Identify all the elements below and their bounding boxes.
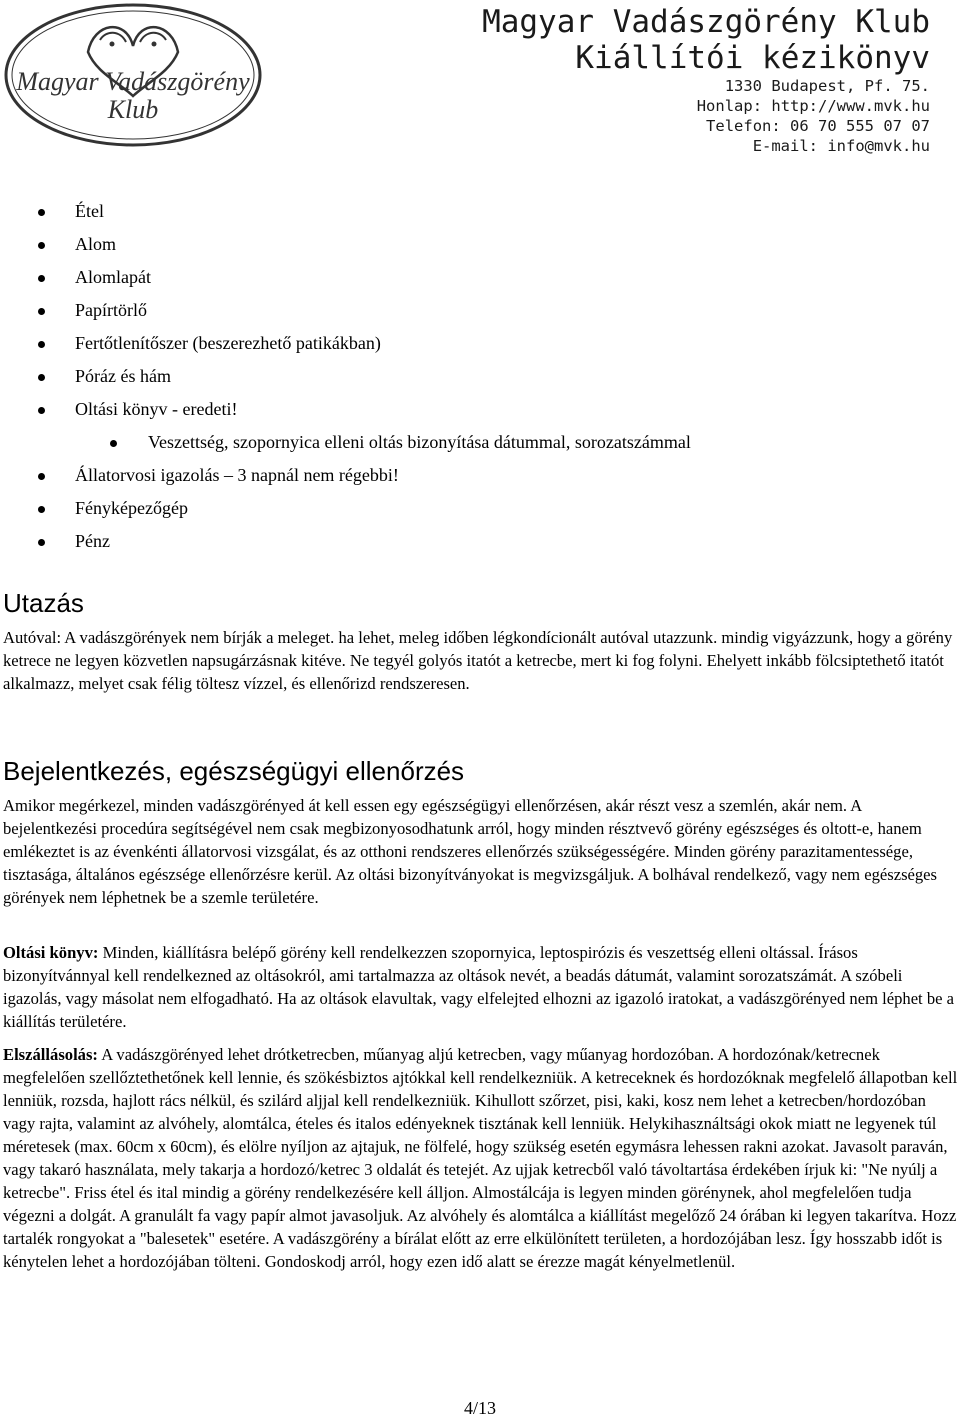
travel-paragraph: Autóval: A vadászgörények nem bírják a meleget. ha lehet, meleg időben légkondícionált autóval utazzunk. mindig vigyázzunk, hogy a görény ketrece ne legyen közvetlen napsugárzásnak kitéve. Ne tegyél golyós itatót a ketrecbe, mert ki fog folyni. Ehelyett inkább fölcsiptethető itatót alkalmazz, melyet csak félig töltesz vízzel, és ellenőrizd rendszeresen.	[3, 628, 953, 693]
bullet-icon	[38, 539, 45, 546]
bullet-icon	[38, 242, 45, 249]
bullet-icon	[38, 308, 45, 315]
logo-text-line-1: Magyar Vadászgörény	[16, 67, 250, 96]
club-logo	[2, 0, 264, 148]
vaccination-label: Oltási könyv:	[3, 943, 99, 962]
housing-paragraph	[3, 1043, 958, 1273]
bullet-icon	[38, 209, 45, 216]
bullet-icon	[38, 506, 45, 513]
list-item: Alom	[0, 228, 960, 261]
bullet-icon	[38, 341, 45, 348]
header-phone: Telefon: 06 70 555 07 07	[706, 117, 930, 135]
housing-text: A vadászgörényed lehet drótketrecben, műanyag aljú ketrecben, vagy műanyag hordozóban. A hordozónak/ketrecnek megfelelően szellőztethetőnek kell lennie, és szökésbiztos ajtókkal kell rendelkezniük. A ketreceknek és hordozóknak megfelelő állapotban kell lenniük, rozsda, hajlott rács nélkül, és szilárd aljjal kell rendelkezniük. Kihullott szőrzet, pisi, kaki, kosz nem lehet a ketrecben/hordozóban vagy rajta, valamint az alvóhely, alomtálca, ételes és italos edényeknek tisztának kell lenniük. Helykihasználtsági okok miatt ne legyenek túl méretesek (max. 60cm x 60cm), és elölre nyíljon az ajtajuk, ne fölfelé, hogy szükség esetén egymásra lehessen rakni azokat. Javasolt paraván, vagy takaró használata, mely takarja a hordozó/ketrec 3 oldalát és tetejét. Az ujjak ketrecből való távoltartása érdekében írjuk ki: "Ne nyúlj a ketrecbe". Friss étel és ital mindig a görény rendelkezésére kell álljon. Almostálcája is legyen minden görénynek, ahol megfelelően tudja végezni a dolgát. A granulált fa vagy papír almot javasoljuk. Az alvóhely és alomtálca a kiállítást megelőző 24 órában ki legyen takarítva. Hozz tartalék rongyokat a "balesetek" esetére. A vadászgörény a bírálat előtt az erre elkülönített területen, a hordozójában lesz. Így hosszabb időt is kénytelen lehet a hordozójában tölteni. Gondoskodj arról, hogy ezen idő alatt se érezze magát kényelmetlenül.	[3, 1045, 958, 1271]
bullet-icon	[38, 374, 45, 381]
vaccination-paragraph	[3, 941, 958, 1033]
list-item-nested: Veszettség, szopornyica elleni oltás bizonyítása dátummal, sorozatszámmal	[0, 426, 960, 459]
housing-label: Elszállásolás:	[3, 1045, 98, 1064]
list-item: Pénz	[0, 525, 960, 558]
bullet-icon	[110, 440, 117, 447]
club-logo-image	[2, 0, 264, 148]
checkin-intro-paragraph: Amikor megérkezel, minden vadászgörényed át kell essen egy egészségügyi ellenőrzésen, akár részt vesz a szemlén, akár nem. A bejelentkezési procedúra segítségével nem csak megbizonyosodhatunk arról, hogy minden résztvevő görény egészséges és oltott-e, hanem emlékeztet is az évenkénti állatorvosi vizsgálat, és az otthoni rendszeres ellenőrzés szükségességére. Minden görény parazitamentessége, tisztasága, általános egészsége ellenőrzésre kerül. Az oltási bizonyítványokat is megvizsgáljuk. A bolhával rendelkező, vagy nem egészséges görények nem léphetnek be a szemle területére.	[3, 796, 938, 907]
document-header	[482, 4, 930, 156]
list-item: Papírtörlő	[0, 294, 960, 327]
header-email: E-mail: info@mvk.hu	[752, 137, 930, 155]
header-address: 1330 Budapest, Pf. 75.	[724, 77, 930, 95]
list-item: Alomlapát	[0, 261, 960, 294]
list-item: Fényképezőgép	[0, 492, 960, 525]
bullet-icon	[38, 275, 45, 282]
bullet-icon	[38, 407, 45, 414]
bullet-icon	[38, 473, 45, 480]
list-item: Étel	[0, 195, 960, 228]
header-title: Magyar Vadászgörény Klub	[482, 4, 930, 40]
list-item: Állatorvosi igazolás – 3 napnál nem régebbi!	[0, 459, 960, 492]
header-subtitle: Kiállítói kézikönyv	[575, 40, 930, 76]
logo-text-line-2: Klub	[107, 95, 159, 124]
section-heading-travel: Utazás	[3, 588, 84, 618]
list-item: Póráz és hám	[0, 360, 960, 393]
page-number: 4/13	[463, 1398, 496, 1418]
list-item: Oltási könyv - eredeti!	[0, 393, 960, 426]
packing-checklist	[0, 195, 960, 558]
list-item: Fertőtlenítőszer (beszerezhető patikákban)	[0, 327, 960, 360]
section-heading-checkin: Bejelentkezés, egészségügyi ellenőrzés	[3, 756, 465, 786]
header-website: Honlap: http://www.mvk.hu	[696, 97, 930, 115]
vaccination-text: Minden, kiállításra belépő görény kell rendelkezzen szopornyica, leptospirózis és veszettség elleni oltással. Írásos bizonyítvánnyal kell rendelkezned az oltásokról, ami tartalmazza az oltások nevét, a beadás dátumát, valamint sorozatszámát. A szóbeli igazolás, vagy másolat nem elfogadható. Ha az oltások elavultak, vagy elfelejted elhozni az igazoló iratokat, a vadászgörényed nem léphet be a kiállítás területére.	[3, 943, 954, 1031]
